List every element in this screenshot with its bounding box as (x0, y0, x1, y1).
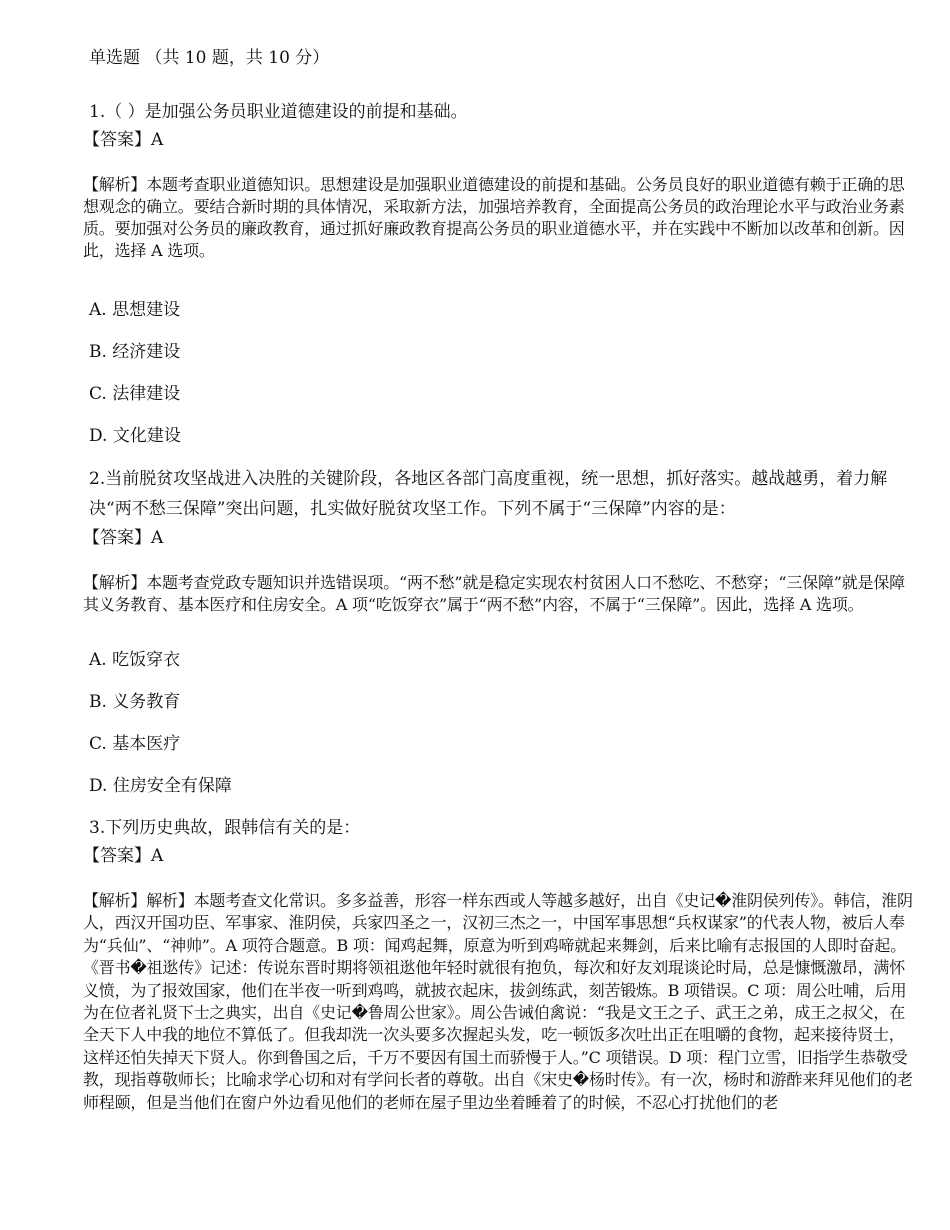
analysis-text: 【解析】解析】本题考查文化常识。多多益善，形容一样东西或人等越多越好，出自《史记�淮阴侯列传》。韩信，淮阴人，西汉开国功臣、军事家、淮阴侯，兵家四圣之一，汉初三杰之一，中国军事思想“兵权谋家”的代表人物，被后人奉为“兵仙”、“神帅”。A 项符合题意。B 项：闻鸡起舞，原意为听到鸡啼就起来舞剑，后来比喻有志报国的人即时奋起。《晋书�祖逖传》记述：传说东晋时期将领祖逖他年轻时就很有抱负，每次和好友刘琨谈论时局，总是慷慨激昂，满怀义愤，为了报效国家，他们在半夜一听到鸡鸣，就披衣起床，拔剑练武，刻苦锻炼。B 项错误。C 项：周公吐哺，后用为在位者礼贤下士之典实，出自《史记�鲁周公世家》。周公告诫伯禽说：“我是文王之子、武王之弟，成王之叔父，在全天下人中我的地位不算低了。但我却洗一次头要多次握起头发，吃一顿饭多次吐出正在咀嚼的食物，起来接待贤士，这样还怕失掉天下贤人。你到鲁国之后，千万不要因有国土而骄慢于人。”C 项错误。D 项：程门立雪，旧指学生恭敬受教，现指尊敬师长；比喻求学心切和对有学问长者的尊敬。出自《宋史�杨时传》。有一次，杨时和游酢来拜见他们的老师程颐，但是当他们在窗户外边看见他们的老师在屋子里边坐着睡着了的时候，不忍心打扰他们的老 (83, 891, 913, 1112)
question-stem: 2.当前脱贫攻坚战进入决胜的关键阶段，各地区各部门高度重视，统一思想，抓好落实。越战越勇，着力解决“两不愁三保障”突出问题，扎实做好脱贫攻坚工作。下列不属于“三保障”内容的是： (89, 469, 888, 519)
answer-label: 【答案】A (83, 130, 164, 150)
analysis-text: 【解析】本题考查党政专题知识并选错误项。“两不愁”就是稳定实现农村贫困人口不愁吃、不愁穿；“三保障”就是保障其义务教育、基本医疗和住房安全。A 项“吃饭穿衣”属于“两不愁”内容，不属于“三保障”。因此，选择 A 选项。 (83, 573, 905, 614)
option-b: B. 义务教育 (89, 692, 181, 712)
option-a: A. 思想建设 (89, 300, 181, 320)
section-title: 单选题 （共 10 题，共 10 分） (89, 48, 330, 68)
question-2 (83, 464, 915, 800)
question-1 (83, 98, 915, 450)
option-b: B. 经济建设 (89, 342, 181, 362)
question-3 (83, 814, 915, 1114)
answer-label: 【答案】A (83, 846, 164, 866)
question-stem: 3.下列历史典故，跟韩信有关的是： (89, 818, 361, 838)
option-d: D. 文化建设 (89, 426, 181, 446)
option-c: C. 法律建设 (89, 384, 181, 404)
option-a: A. 吃饭穿衣 (89, 650, 181, 670)
question-stem: 1.（ ）是加强公务员职业道德建设的前提和基础。 (89, 102, 468, 122)
option-c: C. 基本医疗 (89, 734, 181, 754)
option-d: D. 住房安全有保障 (89, 776, 232, 796)
analysis-text: 【解析】本题考查职业道德知识。思想建设是加强职业道德建设的前提和基础。公务员良好的职业道德有赖于正确的思想观念的确立。要结合新时期的具体情况，采取新方法，加强培养教育，全面提高公务员的政治理论水平与政治业务素质。要加强对公务员的廉政教育，通过抓好廉政教育提高公务员的职业道德水平，并在实践中不断加以改革和创新。因此，选择 A 选项。 (83, 175, 905, 260)
answer-label: 【答案】A (83, 528, 164, 548)
document-page (83, 44, 915, 1114)
